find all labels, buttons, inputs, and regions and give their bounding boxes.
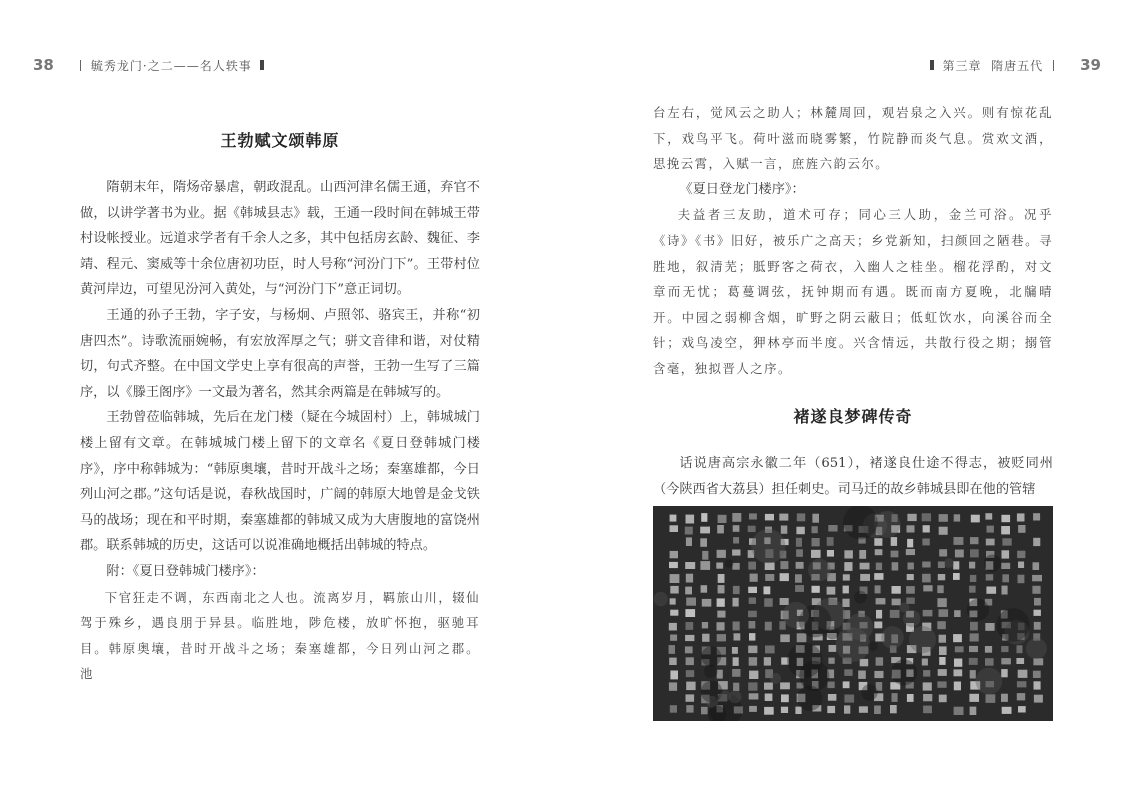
stele-rubbing-icon [653,506,1053,721]
left-paragraph-1: 隋朝末年，隋炀帝暴虐，朝政混乱。山西河津名儒王通，弃官不做，以讲学著书为业。据《韩城县志》载，王通一段时间在韩城王带村设帐授业。远道求学者有千余人之多，其中包括房玄龄、魏征、李靖、程元、窦威等十余位唐初功臣，时人号称“河汾门下”。王带村位黄河岸边，可望见汾河入黄处，与“河汾门下”意正词切。 [80,180,480,298]
header-block-mark [930,60,934,70]
stele-rubbing-graphic [653,506,1053,721]
right-article-title: 褚遂良梦碑传奇 [793,407,913,426]
header-divider [1053,60,1054,71]
left-body-text [80,175,480,687]
left-article-title: 王勃赋文颂韩原 [220,131,340,150]
right-top-text [653,100,1053,382]
left-quote-text: 下官狂走不调，东西南北之人也。流离岁月，羁旅山川，辍仙驾于殊乡，遇良朋于异县。临胜地，陟危楼，放旷怀抱，驱驰耳目。韩原奥壤，昔时开战斗之场；秦塞雄都，今日列山河之郡。池 [80,589,480,682]
header-divider [80,60,81,71]
left-page [0,0,566,799]
left-running-header [33,56,272,74]
right-running-head-text: 第三章 隋唐五代 [942,58,1044,73]
left-paragraph-3: 王勃曾莅临韩城，先后在龙门楼（疑在今城固村）上，韩城城门楼上留有文章。在韩城城门楼上留下的文章名《夏日登韩城门楼序》，序中称韩城为：“韩原奥壤，昔时开战斗之场；秦塞雄都，今日列山河之郡。”这句话是说，春秋战国时，广阔的韩原大地曾是金戈铁马的战场；现在和平时期，秦塞雄都的韩城又成为大唐腹地的富饶州郡。联系韩城的历史，这话可以说准确地概括出韩城的特点。 [80,410,480,554]
right-subtitle: 《夏日登龙门楼序》： [679,181,805,197]
left-paragraph-2: 王通的孙子王勃，字子安，与杨炯、卢照邻、骆宾王，并称“初唐四杰”。诗歌流丽婉畅，有宏放浑厚之气；骈文音律和谐，对仗精切，句式齐整。在中国文学史上享有很高的声誉，王勃一生写了三篇序，以《滕王阁序》一文最为著名，然其余两篇是在韩城写的。 [80,307,480,400]
right-paragraph-1: 话说唐高宗永徽二年（651），褚遂良仕途不得志，被贬同州（今陕西省大荔县）担任刺史。司马迁的故乡韩城县即在他的管辖 [653,456,1053,497]
left-page-number: 38 [33,56,54,74]
right-quote-continuation: 台左右，觉风云之助人；林麓周回，观岩泉之入兴。则有惊花乱下，戏鸟平飞。荷叶滋而晓雾繁，竹院静而炎气息。赏欢文酒，思挽云霄，入赋一言，庶旌六韵云尔。 [653,105,1053,172]
left-running-head-text: 毓秀龙门·之二——名人轶事 [90,58,252,73]
right-running-header [922,56,1101,74]
right-page-number: 39 [1080,56,1101,74]
header-block-mark [260,60,264,70]
right-body-text [653,451,1053,502]
right-quote-2: 夫益者三友助，道术可存；同心三人助，金兰可浴。况乎《诗》《书》旧好，被乐广之高天；乡党新知，扫颜回之陋巷。寻胜地，叙清芜；胝野客之荷衣，入幽人之桂坐。榴花浮酌，对文章而无忧；葛蔓调弦，抚钟期而有遇。既而南方夏晚，北牖晴开。中园之弱柳含烟，旷野之阴云蔽日；低虹饮水，向溪谷而全针；戏鸟凌空，狎林亭而半度。兴含情远，共散行役之期；搦管含毫，独拟晋人之序。 [653,207,1053,376]
left-paragraph-4: 附：《夏日登韩城门楼序》： [106,563,265,579]
